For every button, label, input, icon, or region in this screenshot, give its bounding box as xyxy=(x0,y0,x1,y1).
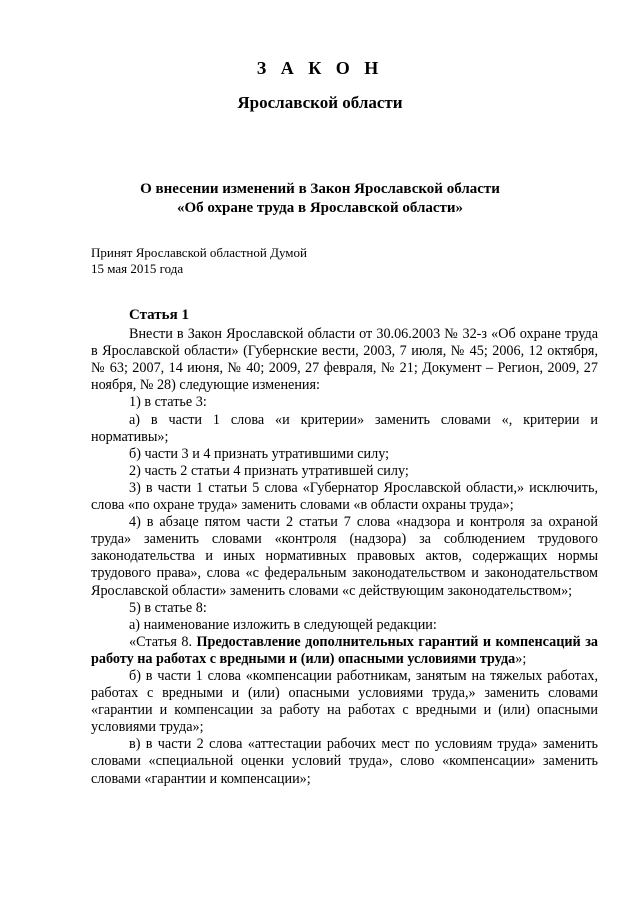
paragraph-item-4: 4) в абзаце пятом части 2 статьи 7 слова «надзора и контроля за охраной труда» заменить словами «контроля (надзора) за соблюдением трудового законодательства и иных нормативных правовых актов, содержащих нормы трудового права», слова «с федеральным законодательством и законодательством Ярославской области» заменить словами «с действующим законодательством»; xyxy=(91,514,598,599)
adoption-date: 15 мая 2015 года xyxy=(91,261,184,276)
paragraph-item-1b: б) части 3 и 4 признать утратившими силу; xyxy=(129,445,390,462)
article-heading: Статья 1 xyxy=(129,307,189,323)
paragraph-item-2: 2) часть 2 статьи 4 признать утратившей силу; xyxy=(129,462,409,479)
paragraph-item-5: 5) в статье 8: xyxy=(129,599,207,616)
adoption-note xyxy=(91,245,307,277)
law-name-line-2: «Об охране труда в Ярославской области» xyxy=(176,200,464,216)
paragraph-item-5a: а) наименование изложить в следующей редакции: xyxy=(129,616,437,633)
paragraph-item-5b: б) в части 1 слова «компенсации работникам, занятым на тяжелых работах, работах с вредными и (или) опасными условиями труда,» заменить словами «гарантии и компенсации за работу на работах с вредными и (или) опасными условиями труда»; xyxy=(91,667,598,736)
law-name-line-1: О внесении изменений в Закон Ярославской области xyxy=(140,181,500,197)
paragraph-intro: Внести в Закон Ярославской области от 30.06.2003 № 32-з «Об охране труда в Ярославской области» (Губернские вести, 2003, 7 июля, № 45; 2006, 12 октября, № 63; 2007, 14 июня, № 40; 2009, 27 февраля, № 21; Документ – Регион, 2009, 27 ноября, № 28) следующие изменения: xyxy=(91,326,598,394)
paragraph-item-5c: в) в части 2 слова «аттестации рабочих мест по условиям труда» заменить словами «специальной оценки условий труда», слово «компенсации» заменить словами «гарантии и компенсации»; xyxy=(91,736,598,787)
document-body xyxy=(91,307,598,788)
paragraph-item-1a: а) в части 1 слова «и критерии» заменить словами «, критерии и нормативы»; xyxy=(91,411,598,445)
law-name xyxy=(0,180,640,218)
paragraph-item-1: 1) в статье 3: xyxy=(129,394,207,411)
document-title: З А К О Н xyxy=(256,58,384,78)
quote-suffix: »; xyxy=(515,650,527,667)
document-subtitle: Ярославской области xyxy=(237,93,403,112)
adoption-body: Принят Ярославской областной Думой xyxy=(91,245,307,260)
quote-article-title: Предоставление дополнительных гарантий и компенсаций за работу на работах с вредными и (или) опасными условиями труда xyxy=(91,633,598,667)
paragraph-item-3: 3) в части 1 статьи 5 слова «Губернатор Ярославской области,» исключить, слова «по охране труда» заменить словами «в области охраны труда»; xyxy=(91,479,598,514)
quote-prefix: «Статья 8. xyxy=(129,633,197,650)
paragraph-item-5a-quote xyxy=(91,634,598,668)
